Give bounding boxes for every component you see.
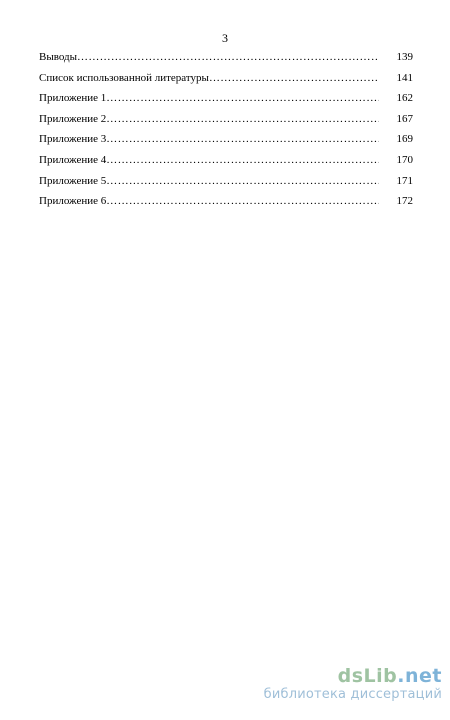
toc-entry-label: Список использованной литературы [39, 71, 209, 84]
toc-dot-leader [77, 50, 379, 64]
toc-entry-page: 171 [396, 174, 413, 187]
toc-entry-label: Приложение 5 [39, 174, 107, 187]
toc-entry-page: 170 [396, 153, 413, 166]
toc-entry-page: 172 [396, 195, 413, 208]
toc-entry-appendix-2 [39, 112, 413, 133]
toc-entry-appendix-4 [39, 153, 413, 174]
toc-entry-label: Приложение 3 [39, 133, 107, 146]
page-number: 3 [222, 31, 228, 45]
watermark-logo-domain: .net [397, 665, 442, 687]
toc-entry-appendix-1 [39, 91, 413, 112]
toc-entry-page: 139 [396, 51, 413, 63]
toc-entry-conclusions [39, 50, 413, 71]
toc-entry-page: 141 [396, 71, 413, 84]
toc-entry-page: 169 [396, 133, 413, 146]
table-of-contents [39, 50, 413, 215]
toc-entry-label: Выводы [39, 51, 78, 63]
toc-dot-leader [106, 91, 379, 105]
watermark-logo-text: dsLib [337, 665, 398, 687]
toc-dot-leader [106, 112, 379, 126]
toc-dot-leader [106, 174, 379, 188]
toc-entry-page: 167 [396, 112, 413, 125]
toc-entry-label: Приложение 4 [39, 153, 107, 166]
toc-entry-page: 162 [396, 92, 413, 105]
toc-dot-leader [209, 71, 379, 85]
toc-entry-label: Приложение 1 [39, 92, 107, 105]
watermark-logo [242, 665, 442, 687]
toc-entry-appendix-6 [39, 194, 413, 215]
toc-dot-leader [106, 153, 379, 167]
toc-dot-leader [106, 132, 379, 146]
watermark-tagline: библиотека диссертаций [263, 687, 442, 702]
toc-entry-appendix-3 [39, 132, 413, 153]
dslib-watermark [242, 665, 442, 703]
toc-entry-label: Приложение 2 [39, 112, 107, 125]
toc-entry-label: Приложение 6 [39, 195, 107, 208]
toc-entry-bibliography [39, 71, 413, 92]
toc-entry-appendix-5 [39, 174, 413, 195]
toc-dot-leader [106, 194, 379, 208]
